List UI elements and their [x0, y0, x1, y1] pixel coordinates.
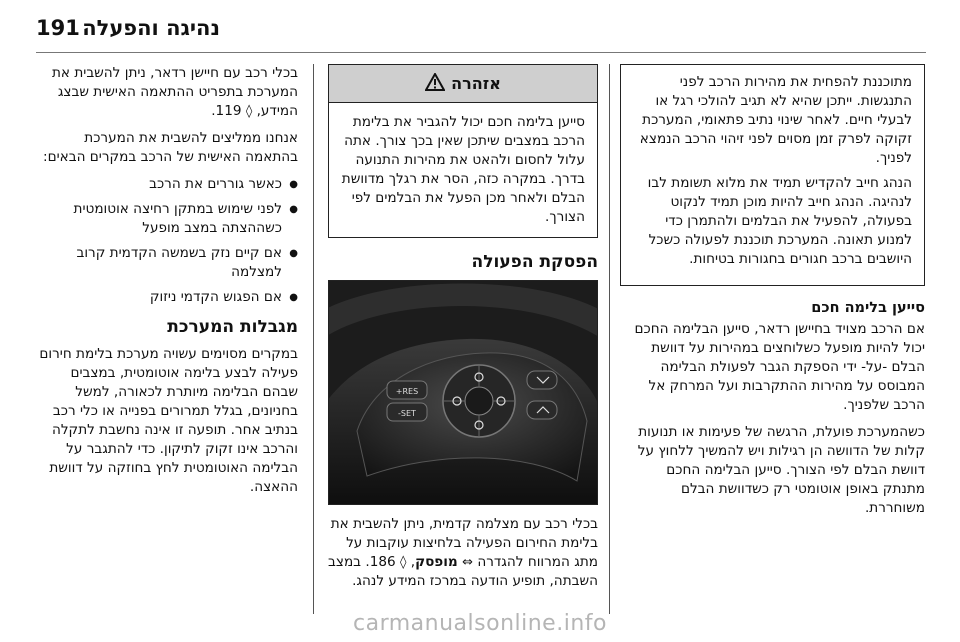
page-ref: 119 — [215, 103, 242, 119]
body-paragraph: אנחנו ממליצים להשבית את המערכת בהתאמה האישית של הרכב במקרים הבאים: — [43, 130, 298, 165]
notice-paragraph: הנהג חייב להקדיש תמיד את מלוא תשומת לבו לנהיגה. הנהג חייב להיות מוכן תמיד לנקוט בפעולה, להפעיל את הבלמים ולהתמרן כדי למנוע תאונה. המערכת תוכננת לפעולה כשכל היושבים ברכב חגורים בחגורות בטיחות. — [647, 175, 912, 267]
warning-text: סייען בלימה חכם יכול להגביר את בלימת הרכב במצבים שיתכן שאין בכך צורך. אתה עלול לחסום ולהאט את מהירות התנועה בדרך. במקרה כזה, הסר את רגלך מדוושת הבלם ולאחר מכן הפעל את הבלמים לפי הצורך. — [341, 114, 585, 225]
body-paragraph: במקרים מסוימים עשויה מערכת בלימת חירום פעילה לבצע בלימה אוטומטית, במצבים שבהם הבלימה מיותרת לכאורה, למשל בחניונים, בגלל תמרורים בפנייה או כלי רכב בנתיב אחר. תופעה זו אינה נחשבת לתקלה והרכב אינו זקוק לתיקון. כדי להתגבר על הבלימה האוטומטית לחץ בחוזקה על דוושת ההאצה. — [39, 346, 298, 495]
res-plus-label: RES+ — [395, 387, 419, 396]
notice-paragraph: מתוכננת להפחית את מהירות הרכב לפני התנגשות. ייתכן שהיא לא תגיב להולכי רגל או לבעלי חיים. לאחר שינוי נתיב פתאומי, המערכת זקוקה לפרק זמן מסוים לפני זיהוי הרכב הנמצא לפניך. — [639, 74, 912, 166]
page-ref: 186 — [369, 554, 396, 570]
warning-header — [329, 65, 597, 103]
body-paragraph: כשהמערכת פועלת, הרגשה של פעימות או תנועות קלות של הדוושה הן רגילות ויש להמשיך ללחוץ על דוושת הבלם לפי הצורך. סייען הבלימה החכם מתנתק באופן אוטומטי רק כשדוושת הבלם משוחררת. — [637, 424, 925, 516]
list-item: ● לפני שימוש במתקן רחיצה אוטומטית כשההצתה במצב מופעל — [36, 200, 298, 238]
steering-wheel-illustration — [328, 281, 597, 505]
column-divider — [313, 64, 314, 614]
column-divider — [609, 64, 610, 614]
column-left — [36, 64, 298, 505]
page-ref-icon: ◊ — [399, 555, 407, 570]
distance-switch-icon: ⇔ — [462, 555, 473, 570]
cross-ref-label: מופסק — [415, 554, 458, 570]
column-middle — [328, 64, 598, 599]
list-item: ● כאשר גוררים את הרכב — [36, 175, 298, 194]
warning-triangle-icon — [425, 73, 445, 95]
column-right — [620, 64, 925, 526]
list-item: ● אם הפגוש הקדמי ניזוק — [36, 288, 298, 307]
warning-body — [329, 103, 597, 237]
body-paragraph: בכלי רכב עם חיישן רדאר, ניתן להשבית את המערכת בתפריט ההתאמה האישית שבצג המידע, ◊ 119. — [52, 65, 298, 119]
body-paragraph: בכלי רכב עם מצלמה קדמית, ניתן להשבית את בלימת החירום הפעילה בלחיצות עוקבות על מתג המרווח להגדרה ⇔ מופסק, ◊ 186. במצב השבתה, תופיע הודעה במרכז המידע לנהג. — [328, 516, 598, 589]
page-header — [0, 0, 960, 52]
section-title-smart-brake: סייען בלימה חכם — [811, 300, 925, 316]
watermark: carmanualsonline.info — [353, 611, 607, 636]
page-ref-icon: ◊ — [245, 104, 253, 119]
list-item: ● אם קיים נזק בשמשה הקדמית קרוב למצלמה — [36, 244, 298, 282]
steering-wheel-figure — [328, 280, 598, 505]
running-title: נהיגה והפעלה — [82, 16, 220, 40]
set-minus-label: SET- — [398, 409, 416, 418]
header-rule — [36, 52, 926, 53]
section-title-deactivation: הפסקת הפעולה — [471, 252, 598, 272]
section-title-limitations: מגבלות המערכת — [167, 317, 298, 337]
bullet-list — [36, 175, 298, 307]
warning-title: אזהרה — [451, 74, 501, 93]
page-number: 191 — [36, 16, 80, 40]
body-paragraph: אם הרכב מצויד בחיישן רדאר, סייען הבלימה החכם יכול להיות מופעל כשלוחצים במהירות על דוושת הבלם -על- ידי הספקת הגבר לפעולת הבלימה המבוסס על מהירות ההתקרבות ועל המרחק אל הרכב שלפניך. — [634, 321, 925, 413]
warning-box — [328, 64, 598, 238]
notice-box — [620, 64, 925, 286]
